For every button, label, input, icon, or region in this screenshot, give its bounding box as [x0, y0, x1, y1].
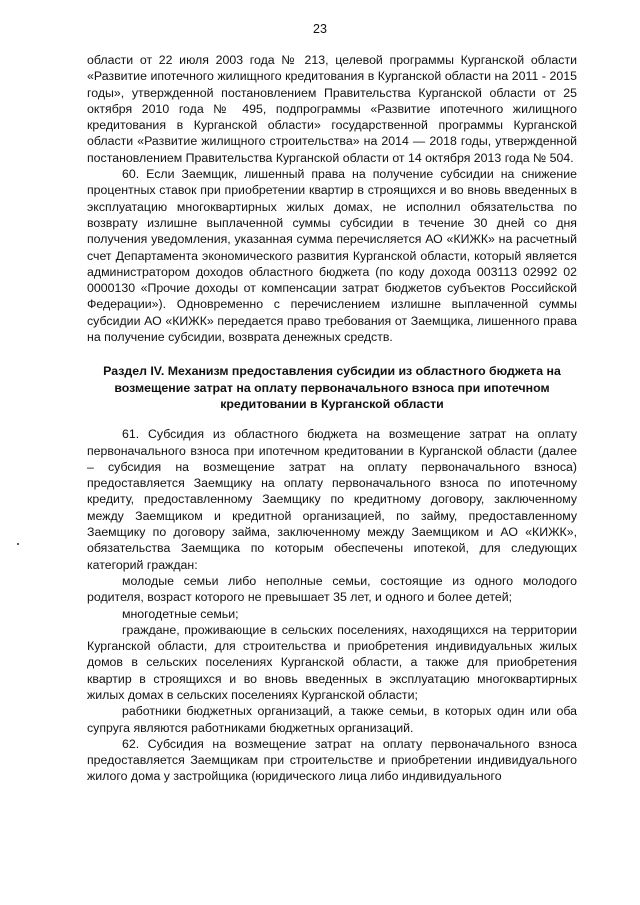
paragraph-61: 61. Субсидия из областного бюджета на возмещение затрат на оплату первоначального взноса при ипотечном кредитовании в Курганской области (далее – субсидия на возмещение затрат на оплату первоначального взноса) предоставляется Заемщику на оплату первоначального взноса по ипотечному кредиту, предоставленному Заемщику по кредитному договору, заключенному между Заемщиком и кредитной организацией, по займу, предоставленному Заемщику по договору займа, заключенному между Заемщиком и АО «КИЖК», обязательства Заемщика по которым обеспечены ипотекой, для следующих категорий граждан: [87, 427, 577, 572]
margin-dot [17, 543, 19, 545]
list-item-budget-workers: работники бюджетных организаций, а также семьи, в которых один или оба супруга являются работниками бюджетных организаций. [87, 704, 577, 735]
section-heading-line-3: кредитовании в Курганской области [220, 396, 444, 411]
section-heading-line-2: возмещение затрат на оплату первоначального взноса при ипотечном [114, 380, 550, 395]
paragraph-60: 60. Если Заемщик, лишенный права на получение субсидии на снижение процентных ставок при приобретении квартир в строящихся и во вновь введенных в эксплуатацию многоквартирных жилых домах, не исполнил обязательства по возврату излишне выплаченной суммы субсидии в течение 30 дней со дня получения уведомления, указанная сумма перечисляется АО «КИЖК» на расчетный счет Департамента экономического развития Курганской области, который является администратором доходов областного бюджета (по коду дохода 003113 02992 02 0000130 «Прочие доходы от компенсации затрат бюджетов субъектов Российской Федерации»). Одновременно с перечислением излишне выплаченной суммы субсидии АО «КИЖК» передается право требования от Заемщика, лишенного права на получение субсидии, возврата денежных средств. [87, 167, 577, 345]
section-heading [87, 363, 577, 412]
list-item-rural-citizens: граждане, проживающие в сельских поселениях, находящихся на территории Курганской области, для строительства и приобретения индивидуальных жилых домов в сельских поселениях Курганской области, а также для приобретения квартир в строящихся и во вновь введенных в эксплуатацию многоквартирных жилых домах в сельских поселениях Курганской области; [87, 622, 577, 702]
page-number: 23 [313, 22, 327, 36]
section-heading-line-1: Раздел IV. Механизм предоставления субсидии из областного бюджета на [103, 364, 561, 379]
paragraph-62: 62. Субсидия на возмещение затрат на оплату первоначального взноса предоставляется Заемщикам при строительстве и приобретении индивидуального жилого дома у застройщика (юридического лица либо индивидуального [87, 736, 577, 784]
list-item-young-families: молодые семьи либо неполные семьи, состоящие из одного молодого родителя, возраст которого не превышает 35 лет, и одного и более детей; [87, 573, 577, 605]
paragraph-continuation: области от 22 июля 2003 года № 213, целевой программы Курганской области «Развитие ипотечного жилищного кредитования в Курганской области на 2011 - 2015 годы», утвержденной постановлением Правительства Курганской области от 25 октября 2010 года № 495, подпрограммы «Развитие ипотечного жилищного кредитования в Курганской области» государственной программы Курганской области «Развитие жилищного строительства» на 2014 — 2018 годы, утвержденной постановлением Правительства Курганской области от 14 октября 2013 года № 504. [87, 53, 577, 165]
list-item-large-families: многодетные семьи; [122, 606, 239, 621]
document-body [87, 52, 577, 785]
